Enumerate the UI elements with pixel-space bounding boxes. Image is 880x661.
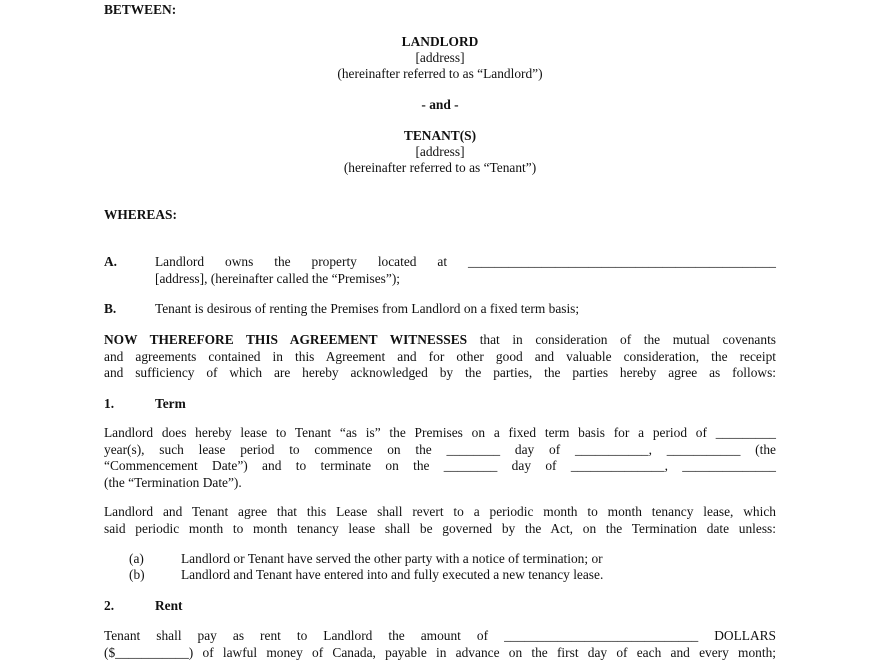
whereas-label: WHEREAS:	[104, 207, 177, 224]
tenant-address: [address]	[104, 144, 776, 161]
condition-a-label: (a)	[129, 551, 144, 568]
landlord-title: LANDLORD	[104, 34, 776, 51]
recital-a-line2: [address], (hereinafter called the “Premises”);	[155, 271, 776, 288]
section-rent-number: 2.	[104, 598, 114, 615]
condition-a-text: Landlord or Tenant have served the other party with a notice of termination; or	[181, 551, 776, 568]
term-p1-line3: “Commencement Date”) and to terminate on the ________ day of ______________, ______________	[104, 458, 776, 475]
recital-a-line1: Landlord owns the property located at ______________________________________________	[155, 254, 776, 271]
section-term-number: 1.	[104, 396, 114, 413]
recital-a-text	[155, 254, 776, 287]
landlord-address: [address]	[104, 50, 776, 67]
tenant-title: TENANT(S)	[104, 128, 776, 145]
term-paragraph-2	[104, 504, 776, 537]
recital-a-label: A.	[104, 254, 117, 271]
rent-line2: ($___________) of lawful money of Canada, payable in advance on the first day of each and every month;	[104, 645, 776, 661]
witnesses-line2: and agreements contained in this Agreement and for other good and valuable consideration, the receipt	[104, 349, 776, 366]
and-separator: - and -	[104, 97, 776, 114]
condition-b-text: Landlord and Tenant have entered into and fully executed a new tenancy lease.	[181, 567, 776, 584]
rent-line1: Tenant shall pay as rent to Landlord the amount of _____________________________ DOLLARS	[104, 628, 776, 645]
witnesses-lead: NOW THEREFORE THIS AGREEMENT WITNESSES	[104, 332, 467, 347]
condition-b-label: (b)	[129, 567, 145, 584]
term-p2-line2: said periodic month to month tenancy lease shall be governed by the Act, on the Termination date unless:	[104, 521, 776, 538]
landlord-referred: (hereinafter referred to as “Landlord”)	[104, 66, 776, 83]
tenant-referred: (hereinafter referred to as “Tenant”)	[104, 160, 776, 177]
recital-b-label: B.	[104, 301, 116, 318]
witnesses-line3: and sufficiency of which are hereby acknowledged by the parties, the parties hereby agree as follows:	[104, 365, 776, 382]
between-label: BETWEEN:	[104, 2, 176, 19]
recital-b-line1: Tenant is desirous of renting the Premises from Landlord on a fixed term basis;	[155, 301, 776, 318]
term-paragraph-1	[104, 425, 776, 491]
recital-b-text	[155, 301, 776, 318]
term-p2-line1: Landlord and Tenant agree that this Lease shall revert to a periodic month to month tenancy lease, which	[104, 504, 776, 521]
witnesses-paragraph	[104, 332, 776, 382]
section-term-title: Term	[155, 396, 186, 413]
witnesses-line1	[104, 332, 776, 349]
term-p1-line4: (the “Termination Date”).	[104, 475, 776, 492]
witnesses-line1-rest: that in consideration of the mutual covenants	[480, 332, 776, 347]
term-p1-line1: Landlord does hereby lease to Tenant “as is” the Premises on a fixed term basis for a period of _________	[104, 425, 776, 442]
section-rent-title: Rent	[155, 598, 183, 615]
term-p1-line2: year(s), such lease period to commence on the ________ day of ___________, ___________ (the	[104, 442, 776, 459]
rent-paragraph	[104, 628, 776, 661]
